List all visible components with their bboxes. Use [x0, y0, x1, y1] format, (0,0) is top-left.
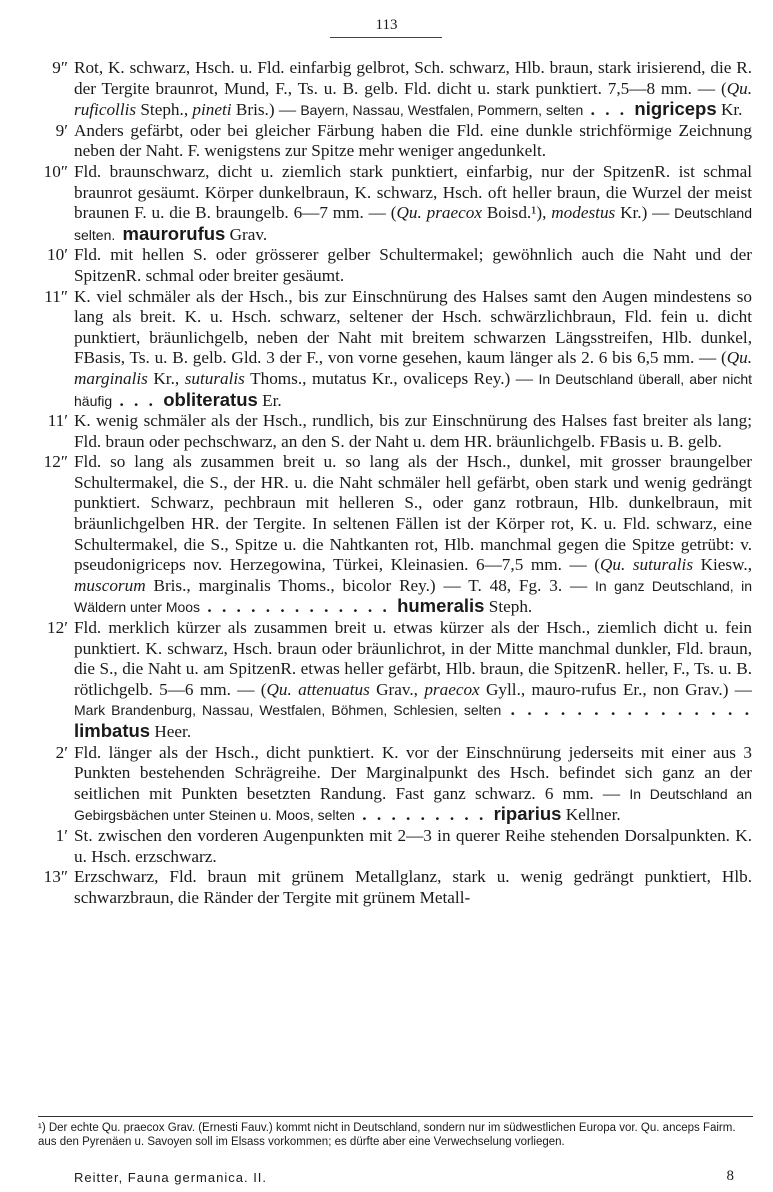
- couplet-number: 10″: [43, 161, 68, 181]
- synonym: Qu. suturalis: [599, 555, 694, 575]
- couplet-number: 12″: [43, 452, 68, 472]
- entry-text: K. viel schmäler als der Hsch., bis zur Einschnürung des Halses samt den Augen mindestens so lang als breit. K. u. Hsch. schwarz, seltener der Hsch. schwärzlichbraun, Fld. fein u. dicht punktiert, bräunlichgelb, neben der Naht mit breitem schwarzen Längsstreifen, Hlb. dunkel, FBasis, Ts. u. B. gelb. Gld. 3 der F., von vorne gesehen, kaum länger als 2. 6 bis 6,5 mm. — (: [74, 286, 752, 368]
- synonym: Qu. ruficollis: [74, 78, 752, 120]
- key-entry: [20, 867, 752, 908]
- species-author: Steph.: [484, 597, 533, 617]
- synonym: praecox: [424, 679, 480, 699]
- key-entry: [20, 121, 752, 162]
- couplet-number: 9″: [52, 58, 68, 77]
- couplet-number: 13″: [43, 867, 68, 887]
- entry-text: Fld. braunschwarz, dicht u. ziemlich stark punktiert, einfarbig, nur der SpitzenR. ist schmal braunrot gesäumt. Körper dunkelbraun, K. schwarz, Hsch. oft heller braun, die Wurzel der meist braunen F. u. die B. braungelb. 6—7 mm. — (: [74, 161, 752, 223]
- entry-text: Fld. so lang als zusammen breit u. so lang als der Hsch., dunkel, mit grosser braungelber Schultermakel, die S., der HR. u. die Naht schmäler hell gefärbt, oben stark und wenig gedrängt punktiert. Schwarz, pechbraun mit helleren S., oder ganz rotbraun, Hlb. dunkelbraun, mit bräunlichgelben HR. der Tergite. In seltenen Fällen ist der Körper rot, K. u. Fld. schwarz, eine Schultermakel, die S., Spitze u. die Nahtkanten rot, Hlb. manchmal gegen die Spitze getrübt: v. pseudonigriceps nov. Herzegowina, Türkei, Kleinasien. 6—7,5 mm. — (: [74, 452, 752, 575]
- dot-leader: [115, 225, 122, 244]
- dot-leader: . . .: [112, 390, 164, 410]
- key-entry: [20, 58, 752, 121]
- couplet-number: 1′: [55, 825, 68, 845]
- header-rule: [330, 37, 442, 38]
- page-footer: [74, 1170, 734, 1185]
- key-entry: [20, 743, 752, 826]
- synonym: Qu. marginalis: [74, 348, 752, 388]
- species-name: humeralis: [397, 595, 485, 617]
- entry-text: Fld. merklich kürzer als zusammen breit u. etwas kürzer als der Hsch., ziemlich dicht u. fein punktiert. K. schwarz, Hsch. braun oder bräunlichrot, in der Mitte manchmal dunkler, Fld. braun, die S., die Naht u. am SpitzenR. etwas heller gefärbt, Hlb. braun, die SpitzenR. heller, F., Ts. u. B. rötlichgelb. 5—6 mm. — (: [74, 618, 752, 699]
- entry-text: Gyll., mauro-rufus Er., non Grav.) —: [479, 679, 752, 699]
- entry-text: K. wenig schmäler als der Hsch., rundlich, bis zur Einschnürung des Halses fast breiter als lang; Fld. braun oder pechschwarz, an den S. der Naht u. dem HR. bräunlichgelb. FBasis u. B. gelb.: [74, 411, 752, 451]
- distribution: In Deutschland überall, aber nicht häufig: [74, 370, 752, 409]
- key-entry: [20, 162, 752, 245]
- synonym: modestus: [551, 203, 616, 223]
- synonym: pineti: [192, 100, 232, 120]
- species-name: maurorufus: [122, 222, 226, 244]
- synonym: suturalis: [184, 368, 245, 388]
- couplet-number: 2′: [55, 742, 68, 762]
- footer-source: Reitter, Fauna germanica. II.: [74, 1170, 268, 1185]
- distribution: Deutschland selten.: [74, 205, 752, 243]
- entry-text: Kiesw.,: [693, 555, 752, 575]
- couplet-number: 9′: [55, 120, 68, 140]
- synonym: Qu. praecox: [396, 203, 482, 223]
- entry-text: Fld. länger als der Hsch., dicht punktiert. K. vor der Einschnürung jederseits mit einer aus 3 Punkten bestehenden Schrägreihe. Der Marginalpunkt des Hsch. befindet sich ganz an der seitlichen mit Punkten besetzten Randung. Fast ganz schwarz. 6 mm. —: [74, 742, 752, 803]
- entry-text: Boisd.¹),: [481, 203, 552, 223]
- dot-leader: . . .: [583, 100, 635, 120]
- footnote: ¹) Der echte Qu. praecox Grav. (Ernesti Fauv.) kommt nicht in Deutschland, sondern nur im südwestlichen Europa vor. Qu. anceps Fairm. aus den Pyrenäen u. Savoyen soll im Elsass vorkommen; es dürfte aber eine Verwechselung vorliegen.: [38, 1116, 753, 1149]
- key-entry: [20, 411, 752, 452]
- entry-text: Erzschwarz, Fld. braun mit grünem Metallglanz, stark u. wenig gedrängt punktiert, Hlb. schwarzbraun, die Ränder der Tergite mit grünem Metall-: [74, 867, 752, 907]
- dot-leader: . . . . . . . . .: [354, 805, 494, 825]
- key-entry: [20, 452, 752, 618]
- entry-text: Fld. mit hellen S. oder grösserer gelber Schultermakel; gewöhnlich auch die Naht und der SpitzenR. schmal oder breiter gesäumt.: [74, 245, 752, 285]
- entry-text: Steph.,: [136, 100, 193, 120]
- species-name: obliteratus: [163, 388, 258, 410]
- entry-text: Bris.) —: [231, 100, 301, 120]
- species-name: riparius: [493, 803, 562, 825]
- dot-leader: . . . . . . . . . . . . . . .: [501, 700, 752, 720]
- couplet-number: 10′: [47, 245, 68, 265]
- species-author: Kellner.: [561, 805, 621, 825]
- key-entry: [20, 287, 752, 412]
- couplet-number: 11″: [44, 286, 68, 306]
- entry-text: Rot, K. schwarz, Hsch. u. Fld. einfarbig gelbrot, Sch. schwarz, Hlb. braun, stark irisierend, die R. der Tergite braunrot, Mund, F., Ts. u. B. gelb. Fld. dicht u. stark punktiert. 7,5—8 mm. — (: [74, 58, 752, 98]
- synonym: muscorum: [74, 575, 146, 595]
- species-name: nigriceps: [634, 98, 717, 120]
- species-author: Er.: [257, 390, 282, 410]
- key-entry: [20, 618, 752, 743]
- entry-text: Bris., marginalis Thoms., bicolor Rey.) — T. 48, Fg. 3. —: [145, 575, 596, 595]
- distribution: In Deutschland an Gebirgsbächen unter Steinen u. Moos, selten: [74, 785, 753, 824]
- entry-text: Anders gefärbt, oder bei gleicher Färbung haben die Fld. eine dunkle strichförmige Zeichnung neben der Naht. F. wenigstens zur Spitze mehr weniger angedunkelt.: [74, 120, 752, 161]
- key-entry: [20, 245, 752, 286]
- entry-text: St. zwischen den vorderen Augenpunkten mit 2—3 in querer Reihe stehenden Dorsalpunkten. K. u. Hsch. erzschwarz.: [74, 825, 752, 866]
- species-author: Heer.: [150, 722, 192, 741]
- page-number: 113: [375, 17, 398, 33]
- species-name: limbatus: [74, 720, 151, 741]
- key-entries: [20, 58, 752, 908]
- key-entry: [20, 826, 752, 867]
- entry-text: Thoms., mutatus Kr., ovaliceps Rey.) —: [244, 368, 539, 388]
- dot-leader: . . . . . . . . . . . . .: [200, 597, 398, 617]
- entry-text: Kr.) —: [615, 203, 675, 223]
- species-author: Kr.: [716, 100, 743, 120]
- synonym: Qu. attenuatus: [266, 679, 370, 699]
- distribution: Mark Brandenburg, Nassau, Westfalen, Böhmen, Schlesien, selten: [74, 702, 502, 719]
- couplet-number: 12′: [47, 618, 68, 638]
- distribution: Bayern, Nassau, Westfalen, Pommern, selten: [300, 102, 584, 119]
- entry-text: Kr.,: [147, 368, 185, 388]
- footer-sheet-number: 8: [726, 1168, 734, 1184]
- distribution: In ganz Deutschland, in Wäldern unter Moos: [74, 577, 752, 616]
- entry-text: Grav.,: [369, 679, 425, 699]
- couplet-number: 11′: [47, 411, 68, 431]
- species-author: Grav.: [225, 224, 268, 244]
